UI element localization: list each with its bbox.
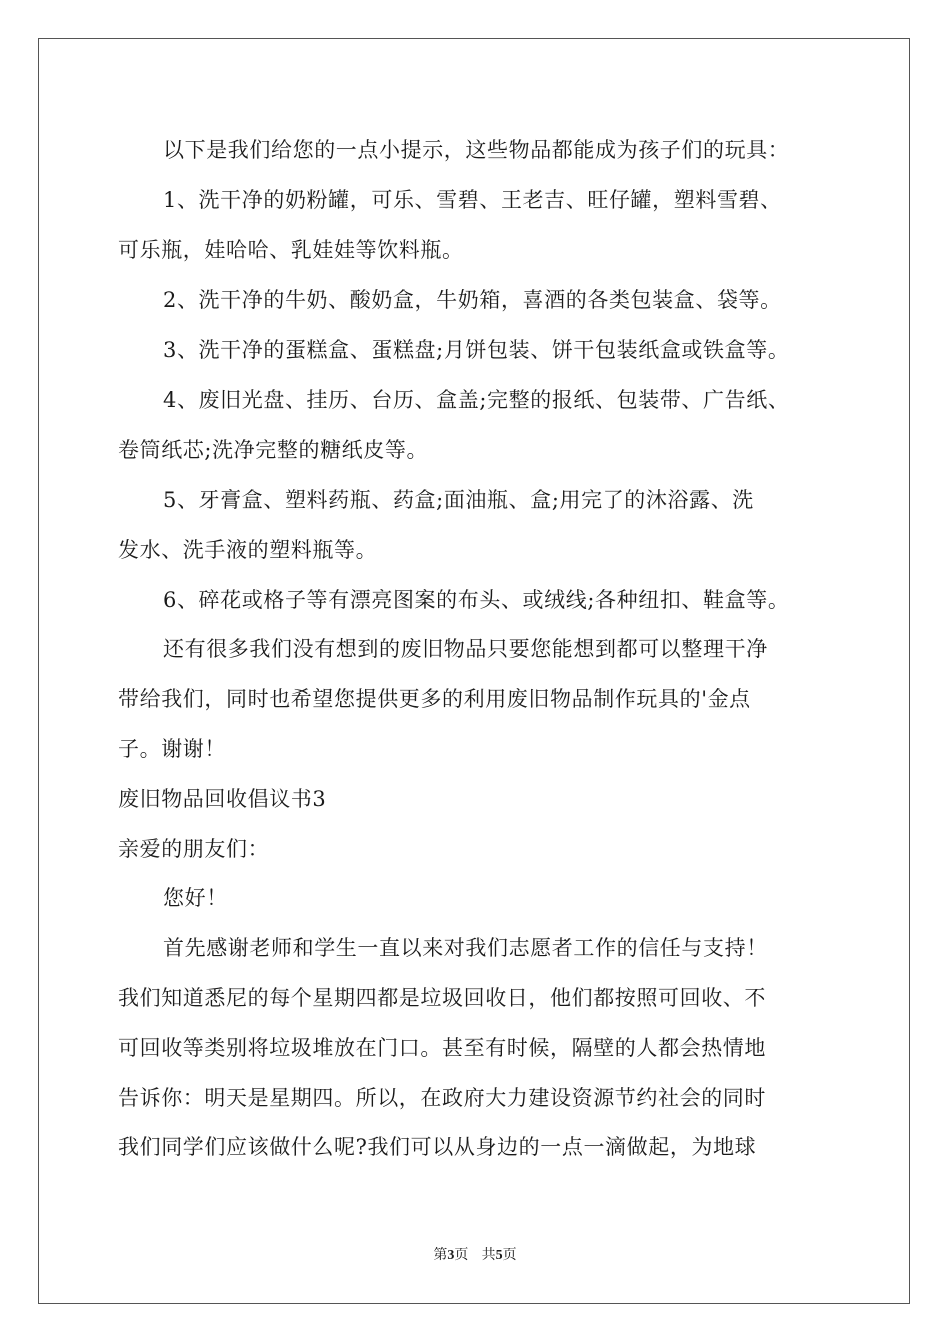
paragraph-line: 首先感谢老师和学生一直以来对我们志愿者工作的信任与支持！ <box>163 936 768 960</box>
greeting: 您好！ <box>163 886 228 910</box>
paragraph-line: 可回收等类别将垃圾堆放在门口。甚至有时候，隔壁的人都会热情地 <box>118 1036 766 1060</box>
paragraph-line: 还有很多我们没有想到的废旧物品只要您能想到都可以整理干净 <box>163 637 768 661</box>
paragraph-line: 2、洗干净的牛奶、酸奶盒，牛奶箱，喜酒的各类包装盒、袋等。 <box>163 288 782 312</box>
paragraph-line: 4、废旧光盘、挂历、台历、盒盖;完整的报纸、包装带、广告纸、 <box>163 388 790 412</box>
paragraph-line: 带给我们，同时也希望您提供更多的利用废旧物品制作玩具的'金点 <box>118 687 751 711</box>
paragraph-line: 以下是我们给您的一点小提示，这些物品都能成为孩子们的玩具： <box>163 138 790 162</box>
page-prefix: 第 <box>433 1247 448 1263</box>
paragraph-line: 我们同学们应该做什么呢?我们可以从身边的一点一滴做起，为地球 <box>118 1135 757 1159</box>
paragraph-line: 3、洗干净的蛋糕盒、蛋糕盘;月饼包装、饼干包装纸盒或铁盒等。 <box>163 338 790 362</box>
paragraph-line: 我们知道悉尼的每个星期四都是垃圾回收日，他们都按照可回收、不 <box>118 986 766 1010</box>
paragraph-line: 发水、洗手液的塑料瓶等。 <box>118 538 378 562</box>
paragraph-line: 6、碎花或格子等有漂亮图案的布头、或绒线;各种纽扣、鞋盒等。 <box>163 588 790 612</box>
page-frame <box>38 38 910 1304</box>
paragraph-line: 告诉你：明天是星期四。所以，在政府大力建设资源节约社会的同时 <box>118 1086 766 1110</box>
current-page-number: 3 <box>447 1248 455 1263</box>
page-footer <box>0 1246 950 1265</box>
total-page-count: 5 <box>495 1248 503 1263</box>
paragraph-line: 卷筒纸芯;洗净完整的糖纸皮等。 <box>118 438 429 462</box>
paragraph-line: 1、洗干净的奶粉罐，可乐、雪碧、王老吉、旺仔罐，塑料雪碧、 <box>163 188 782 212</box>
section-heading: 废旧物品回收倡议书3 <box>118 787 327 811</box>
salutation: 亲爱的朋友们： <box>118 837 270 861</box>
total-suffix: 页 <box>502 1247 517 1263</box>
paragraph-line: 子。谢谢！ <box>118 737 226 761</box>
paragraph-line: 可乐瓶，娃哈哈、乳娃娃等饮料瓶。 <box>118 238 464 262</box>
paragraph-line: 5、牙膏盒、塑料药瓶、药盒;面油瓶、盒;用完了的沐浴露、洗 <box>163 488 754 512</box>
page-suffix: 页 <box>454 1247 469 1263</box>
total-prefix: 共 <box>481 1247 496 1263</box>
